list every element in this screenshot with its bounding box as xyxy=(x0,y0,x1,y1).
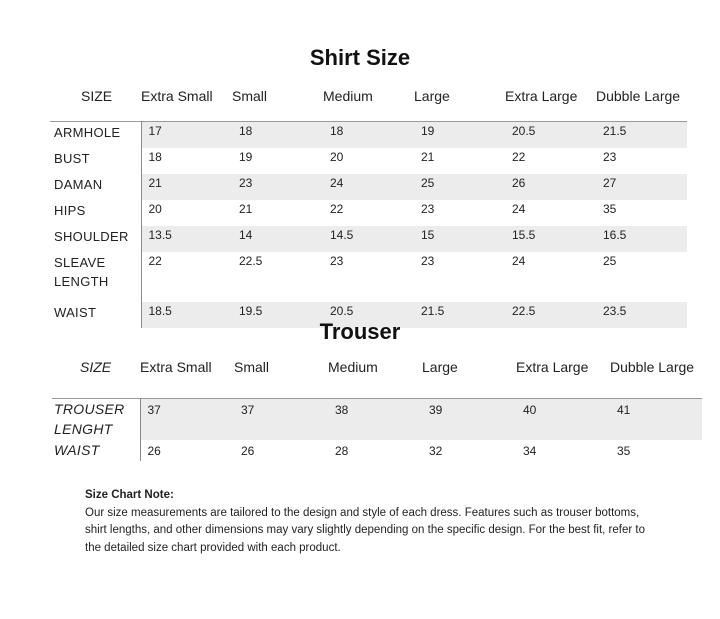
cell-value: 20 xyxy=(148,202,162,216)
shirt-header-small: Small xyxy=(232,88,268,104)
cell-value: 26 xyxy=(241,444,255,458)
cell-value: 25 xyxy=(414,174,505,200)
cell-value: 14.5 xyxy=(323,226,414,252)
shirt-size-title: Shirt Size xyxy=(309,45,411,70)
trouser-header-size: SIZE xyxy=(80,359,112,375)
cell-value: 23 xyxy=(421,254,435,268)
shirt-header-row xyxy=(50,87,687,122)
cell-value: 23 xyxy=(421,202,435,216)
cell-value: 37 xyxy=(234,399,328,441)
row-label: BUST xyxy=(50,148,141,174)
trouser-header-row xyxy=(52,358,702,399)
cell-value: 37 xyxy=(140,399,234,441)
shirt-header-medium: Medium xyxy=(323,88,373,104)
row-label: WAIST xyxy=(52,440,140,461)
row-label: HIPS xyxy=(50,200,141,226)
cell-value: 22 xyxy=(512,150,526,164)
cell-value: 23 xyxy=(330,254,344,268)
cell-value: 22.5 xyxy=(505,302,596,328)
cell-value: 38 xyxy=(328,399,422,441)
note-body: Our size measurements are tailored to the design and style of each dress. Features such as trouser bottoms, shirt lengths, and other dimensions may vary slightly depending on the specific design. For the best fit, refer to the detailed size chart provided with each product. xyxy=(85,506,645,554)
trouser-header-medium: Medium xyxy=(328,359,378,375)
cell-value: 22 xyxy=(330,202,344,216)
cell-value: 23 xyxy=(232,174,323,200)
table-row xyxy=(50,122,687,149)
cell-value: 27 xyxy=(596,174,687,200)
cell-value: 26 xyxy=(505,174,596,200)
cell-value: 17 xyxy=(141,122,232,149)
note-title: Size Chart Note: xyxy=(85,489,174,501)
shirt-header-extra-large: Extra Large xyxy=(505,88,578,104)
cell-value: 19.5 xyxy=(232,302,323,328)
cell-value: 20.5 xyxy=(323,302,414,328)
cell-value: 41 xyxy=(610,399,702,441)
cell-value: 19 xyxy=(414,122,505,149)
row-label: DAMAN xyxy=(50,174,141,200)
trouser-size-title: Trouser xyxy=(319,319,401,344)
cell-value: 18 xyxy=(323,122,414,149)
shirt-header-dubble-large: Dubble Large xyxy=(596,88,681,104)
cell-value: 21.5 xyxy=(596,122,687,149)
size-chart-note xyxy=(85,487,645,557)
cell-value: 23 xyxy=(603,150,617,164)
cell-value: 13.5 xyxy=(141,226,232,252)
cell-value: 34 xyxy=(523,444,537,458)
cell-value: 39 xyxy=(422,399,516,441)
row-label: ARMHOLE xyxy=(50,122,141,149)
table-row xyxy=(52,440,702,461)
trouser-size-table xyxy=(52,358,702,461)
cell-value: 22 xyxy=(148,254,162,268)
cell-value: 18.5 xyxy=(141,302,232,328)
trouser-header-extra-small: Extra Small xyxy=(140,359,212,375)
cell-value: 35 xyxy=(603,202,617,216)
cell-value: 19 xyxy=(239,150,253,164)
shirt-header-size: SIZE xyxy=(81,88,113,104)
cell-value: 40 xyxy=(516,399,610,441)
shirt-header-large: Large xyxy=(414,88,450,104)
cell-value: 24 xyxy=(512,202,526,216)
cell-value: 28 xyxy=(335,444,349,458)
trouser-header-dubble-large: Dubble Large xyxy=(610,359,695,375)
cell-value: 20.5 xyxy=(505,122,596,149)
cell-value: 21 xyxy=(421,150,435,164)
cell-value: 14 xyxy=(232,226,323,252)
trouser-header-large: Large xyxy=(422,359,458,375)
trouser-header-extra-large: Extra Large xyxy=(516,359,589,375)
cell-value: 21 xyxy=(239,202,253,216)
cell-value: 24 xyxy=(323,174,414,200)
cell-value: 18 xyxy=(148,150,162,164)
cell-value: 15.5 xyxy=(505,226,596,252)
table-row xyxy=(50,226,687,252)
table-row xyxy=(50,252,687,302)
trouser-header-small: Small xyxy=(234,359,270,375)
row-label: SHOULDER xyxy=(50,226,141,252)
row-label: TROUSER LENGHT xyxy=(52,399,140,441)
cell-value: 35 xyxy=(617,444,631,458)
cell-value: 21.5 xyxy=(414,302,505,328)
table-row xyxy=(50,174,687,200)
cell-value: 22.5 xyxy=(239,254,263,268)
cell-value: 20 xyxy=(330,150,344,164)
cell-value: 15 xyxy=(414,226,505,252)
shirt-size-table xyxy=(50,87,687,328)
table-row xyxy=(52,399,702,441)
cell-value: 25 xyxy=(603,254,617,268)
cell-value: 23.5 xyxy=(596,302,687,328)
cell-value: 32 xyxy=(429,444,443,458)
shirt-header-extra-small: Extra Small xyxy=(141,88,213,104)
cell-value: 18 xyxy=(232,122,323,149)
cell-value: 24 xyxy=(512,254,526,268)
row-label: SLEAVE LENGTH xyxy=(50,252,141,302)
cell-value: 16.5 xyxy=(596,226,687,252)
cell-value: 21 xyxy=(141,174,232,200)
row-label: WAIST xyxy=(50,302,141,328)
table-row xyxy=(50,148,687,174)
table-row xyxy=(50,200,687,226)
cell-value: 26 xyxy=(147,444,161,458)
